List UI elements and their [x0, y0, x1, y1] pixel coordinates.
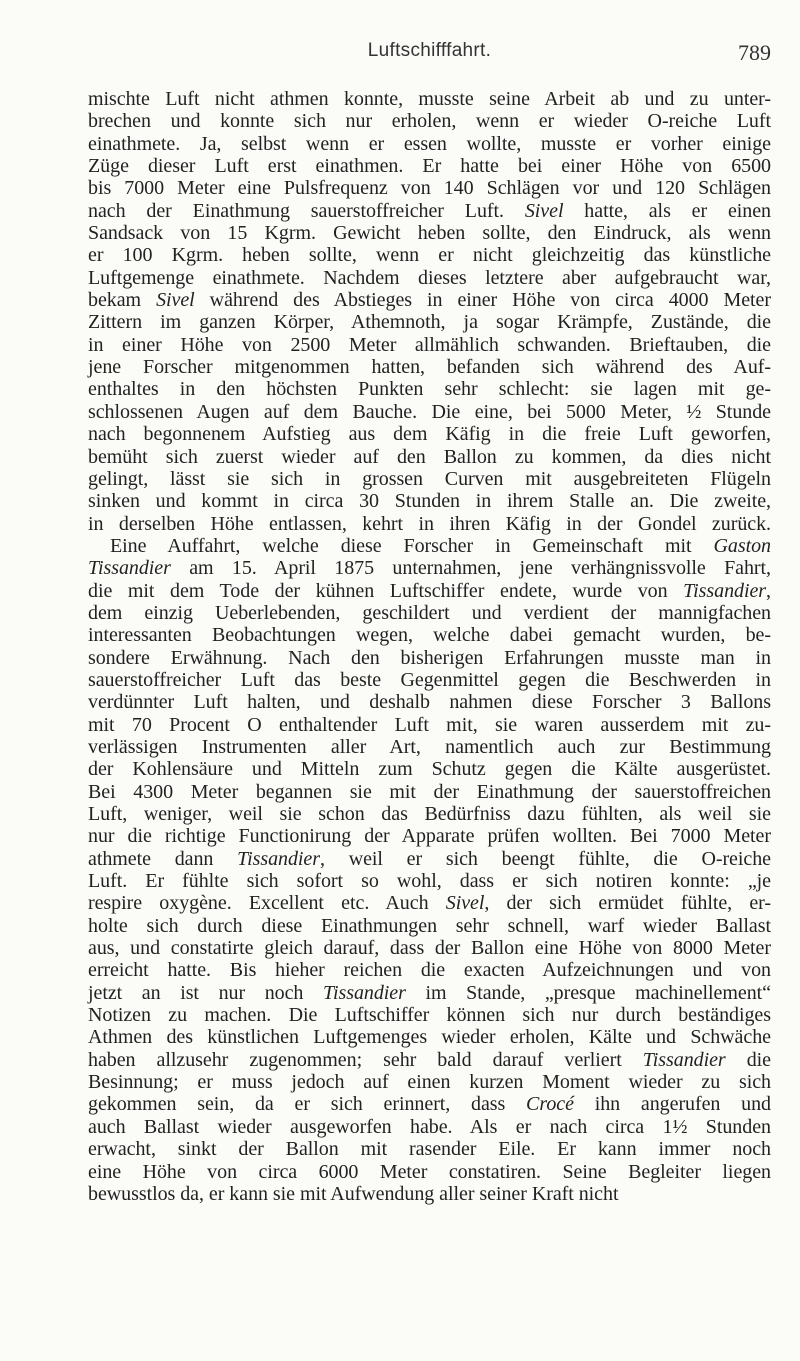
text-line: Athmen des künstlichen Luftgemenges wieder erholen, Kälte und Schwäche	[88, 1026, 771, 1049]
text-line: Notizen zu machen. Die Luftschiffer können sich nur durch beständiges	[88, 1004, 771, 1027]
text-line: respire oxygène. Excellent etc. Auch Sivel, der sich ermüdet fühlte, er-	[88, 892, 771, 915]
page-header	[88, 40, 771, 80]
text-line: die mit dem Tode der kühnen Luftschiffer endete, wurde von Tissandier,	[88, 579, 771, 602]
text-line: nach der Einathmung sauerstoffreicher Luft. Sivel hatte, als er einen	[88, 199, 772, 222]
text-line: nur die richtige Functionirung der Apparate prüfen wollten. Bei 7000 Meter	[88, 825, 771, 848]
italic-name: Sivel	[156, 289, 195, 312]
text-line: erwacht, sinkt der Ballon mit rasender Eile. Er kann immer noch	[88, 1138, 771, 1161]
text-line: interessanten Beobachtungen wegen, welche dabei gemacht wurden, be-	[88, 624, 771, 647]
text-line: sauerstoffreicher Luft das beste Gegenmittel gegen die Beschwerden in	[88, 668, 771, 691]
body-text	[88, 88, 771, 1205]
text-line: bewusstlos da, er kann sie mit Aufwendung aller seiner Kraft nicht	[88, 1182, 619, 1205]
text-line: Besinnung; er muss jedoch auf einen kurzen Moment wieder zu sich	[88, 1071, 771, 1094]
text-line: bemüht sich zuerst wieder auf den Ballon zu kommen, da dies nicht	[88, 445, 771, 468]
text-line: mischte Luft nicht athmen konnte, musste seine Arbeit ab und zu unter-	[88, 88, 771, 110]
text-line: auch Ballast wieder ausgeworfen habe. Als er nach circa 1½ Stunden	[88, 1115, 771, 1138]
text-line: bis 7000 Meter eine Pulsfrequenz von 140 Schlägen vor und 120 Schlägen	[88, 177, 771, 200]
text-line: jetzt an ist nur noch Tissandier im Stande, „presque machinellement“	[88, 981, 771, 1004]
text-line: gelingt, lässt sie sich in grossen Curven mit ausgebreiteten Flügeln	[88, 467, 771, 490]
text-line: sinken und kommt in circa 30 Stunden in ihrem Stalle an. Die zweite,	[88, 490, 771, 513]
text-line: Tissandier am 15. April 1875 unternahmen, jene verhängnissvolle Fahrt,	[88, 557, 771, 580]
italic-name: Tissandier	[323, 981, 406, 1004]
text-line: verlässigen Instrumenten aller Art, namentlich auch zur Bestimmung	[88, 735, 771, 758]
italic-name: Sivel	[524, 199, 564, 222]
italic-name: Crocé	[526, 1093, 574, 1116]
text-line: gekommen sein, da er sich erinnert, dass Crocé ihn angerufen und	[88, 1093, 772, 1116]
text-line: Luft. Er fühlte sich sofort so wohl, dass er sich notiren konnte: „je	[88, 870, 771, 893]
text-line: Luftgemenge einathmete. Nachdem dieses letztere aber aufgebraucht war,	[88, 266, 771, 289]
text-line: Züge dieser Luft erst einathmen. Er hatte bei einer Höhe von 6500	[88, 155, 771, 178]
text-line: einathmete. Ja, selbst wenn er essen wollte, musste er vorher einige	[88, 132, 771, 155]
italic-name: Gaston	[713, 534, 771, 557]
italic-name: Tissandier	[237, 847, 320, 870]
text-line: Luft, weniger, weil sie schon das Bedürfniss dazu fühlten, als weil sie	[88, 803, 771, 825]
text-line: haben allzusehr zugenommen; sehr bald darauf verliert Tissandier die	[88, 1048, 772, 1071]
text-line: nach begonnenem Aufstieg aus dem Käfig in die freie Luft geworfen,	[88, 423, 771, 446]
text-line: in derselben Höhe entlassen, kehrt in ihren Käfig in der Gondel zurück.	[88, 512, 771, 535]
running-title: Luftschifffahrt.	[367, 40, 492, 61]
text-line: enthaltes in den höchsten Punkten sehr schlecht: sie lagen mit ge-	[88, 378, 771, 401]
text-line: in einer Höhe von 2500 Meter allmählich schwanden. Brieftauben, die	[88, 333, 771, 356]
text-line: jene Forscher mitgenommen hatten, befanden sich während des Auf-	[88, 356, 771, 379]
text-line: athmete dann Tissandier, weil er sich beengt fühlte, die O-reiche	[88, 847, 771, 870]
italic-name: Tissandier	[683, 579, 767, 602]
text-line: aus, und constatirte gleich darauf, dass der Ballon eine Höhe von 8000 Meter	[88, 937, 771, 960]
page-number: 789	[738, 40, 771, 65]
text-line: dem einzig Ueberlebenden, geschildert und verdient der mannigfachen	[88, 601, 771, 624]
italic-name: Tissandier	[88, 557, 171, 580]
text-line: erreicht hatte. Bis hieher reichen die exacten Aufzeichnungen und von	[88, 959, 771, 982]
text-line: Bei 4300 Meter begannen sie mit der Einathmung der sauerstoffreichen	[88, 780, 771, 803]
text-line: brechen und konnte sich nur erholen, wenn er wieder O-reiche Luft	[88, 110, 771, 133]
text-line: holte sich durch diese Einathmungen sehr schnell, warf wieder Ballast	[88, 914, 771, 937]
text-line: Sandsack von 15 Kgrm. Gewicht heben sollte, den Eindruck, als wenn	[88, 222, 771, 245]
italic-name: Sivel	[445, 892, 485, 915]
text-line: bekam Sivel während des Abstieges in einer Höhe von circa 4000 Meter	[88, 289, 771, 312]
text-line: eine Höhe von circa 6000 Meter constatiren. Seine Begleiter liegen	[88, 1160, 771, 1183]
text-line: er 100 Kgrm. heben sollte, wenn er nicht gleichzeitig das künstliche	[88, 244, 771, 267]
text-line: verdünnter Luft halten, und deshalb nahmen diese Forscher 3 Ballons	[88, 691, 771, 714]
text-line: mit 70 Procent O enthaltender Luft mit, sie waren ausserdem mit zu-	[88, 713, 771, 736]
text-line: schlossenen Augen auf dem Bauche. Die eine, bei 5000 Meter, ½ Stunde	[88, 400, 771, 423]
text-line: der Kohlensäure und Mitteln zum Schutz gegen die Kälte ausgerüstet.	[88, 758, 771, 781]
text-line: Zittern im ganzen Körper, Athemnoth, ja sogar Krämpfe, Zustände, die	[88, 311, 771, 334]
text-line: sondere Erwähnung. Nach den bisherigen Erfahrungen musste man in	[88, 646, 771, 669]
italic-name: Tissandier	[642, 1048, 726, 1071]
text-line: Eine Auffahrt, welche diese Forscher in Gemeinschaft mit Gaston	[110, 534, 771, 557]
